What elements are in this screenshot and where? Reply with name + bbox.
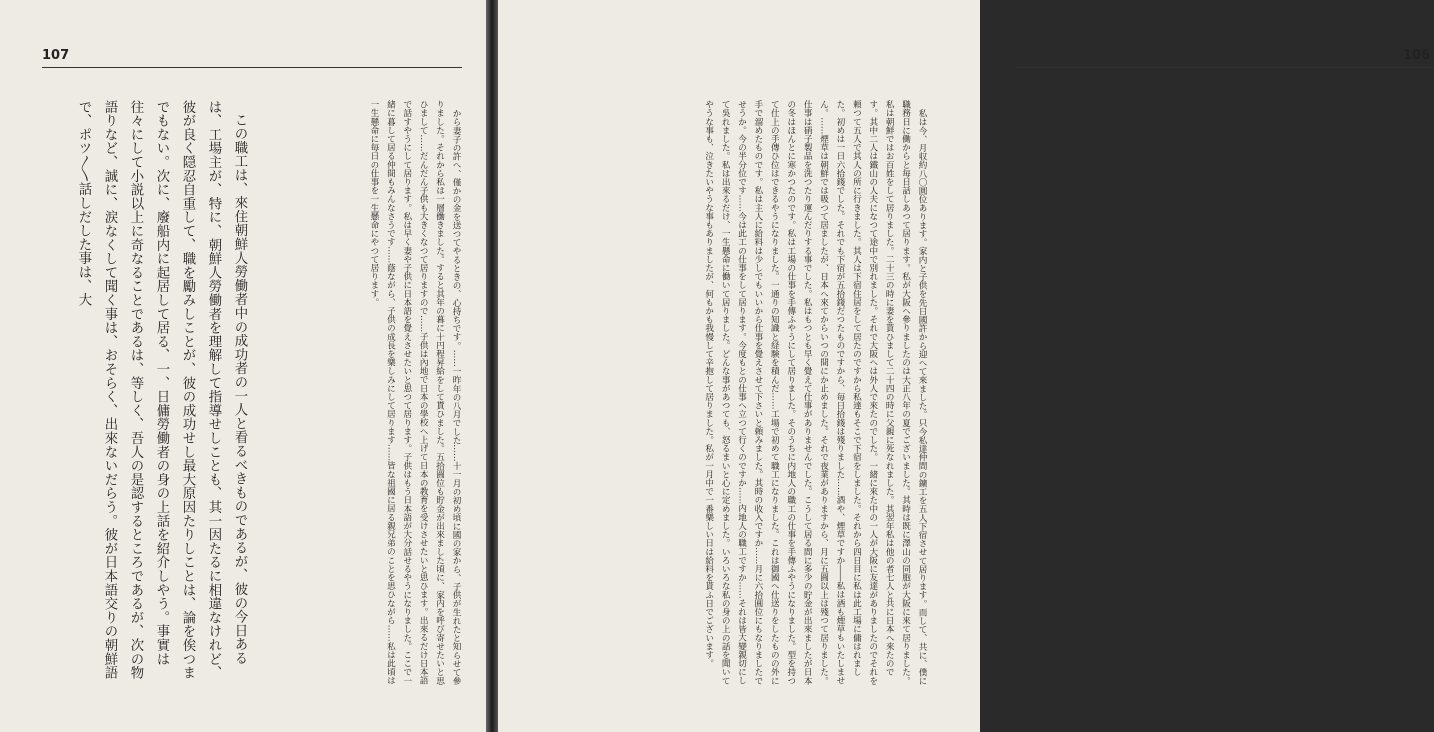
- left-page-commentary: [42, 100, 252, 690]
- left-page-commentary-paragraph: この職工は、來住朝鮮人勞働者中の成功者の一人と看るべきものであるが、彼の今日あるは、工場主が、特に、朝鮮人勞働者を理解して指導せしことも、其一因たるに相違なけれど、彼が良く隠忍自重して、職を勵みしことが、彼の成功せし最大原因たりしことは、論を俟つまでもない。次に、廢船内に起居して居る、一、日傭勞働者の身の上話を紹介しやう。事實は往々にして小説以上に奇なることであるは、等しく、吾人の是認するところであるが、次の物語りなど、誠に、涙なくして聞く事は、おそらく、出來ないだらう。彼が日本語交りの朝鮮語で、ポツ〳〵話しだした事は、大: [76, 100, 247, 680]
- right-page-paragraph: 私は今、月収約八〇圓位あります。家内と子供を先日國許から迎へて來ました。只今私達仲間の鑛工を五人下宿させて居ります。而して、共に、僕に職務日に働からと毎日話しあつて居ります。私が大阪へ參りましたのは大正八年の夏でございました。其時は既に澤山の同胞が大阪に來て居りました。私は朝鮮ではお百姓をして居りました。二十三の時に妻を貰ひまして二十四の時に父親に死なれました。其翌年私は他の者七人と共に日本へ來たのです。其中二人は鐵山の人夫になつて途中で別れました。それで大阪へは外人で來たのでした。一緒に來た中の一人が大阪に友達がありましたのでそれを頼つて五人で其人の所に行きました。其人は下宿住居をして居たのですから私達もそこで下宿をしました。それから四日目に私は此工場に傭はれました。初めは一日六拾錢でした。それでも下宿が五拾錢だつたものですから、毎日拾錢は殘りました……酒や、煙草ですか――私は酒も煙草もいたしません。……煙草は朝鮮では吸つて居ましたが、日本へ來てからいつの間にか止めました。それで夜業がありますから、月に五圓以上は殘つて居りました。仕事は硝子製品を洗つたり運んだりする事でした。私はもつとも早く覺えて仕事がありませんでした。こうして居る間に多少の貯金が出來ましたが日本の冬はほんとに寒かつたのです。私は工場の仕事を手傳ふやうにして居りました。そのうちに内地人の職工の仕事を手傳ふやうになりました。型を持つて仕上の手傳ひ位はできるやうになりました。一通りの知識と経験を積んだ……工場で初めて職工になりました。これは御國へ仕送りをしたものの外に手で溜めたものです。私は主人に給料は少しでもいいから仕事を覺えさせて下さいと頼みました。其時の收入ですか……月に六拾圓位にもなりましたでせうか。今の半分位です……今は此工の仕事をして居ります。今度もとの仕事へ立つて行くのですか……内地人の職工ですか……それは皆大變親切にして吳れました。私は出來るだけ、一生懸命に働いて居りました。どんな事があつても、怒るまいと心に定めました。いろいろな私の身の上の話を聞いてやうな事も、泣きたいやうな事もありましたが、何もかも我慢して辛抱して居りました。私が一月中で一番樂しい日は給料を貰ふ日でございます。: [703, 100, 927, 685]
- left-page-quoted-body: [258, 100, 464, 690]
- header-rule-right: [1016, 67, 1434, 68]
- page-number-left: 107: [42, 48, 70, 63]
- header-rule-left: [42, 67, 462, 68]
- page-number-right: 106: [1403, 48, 1431, 63]
- left-page-quoted-paragraph: から妻子の許へ、僅かの金を送つてやるときの、心持ちです。……一昨年の八月でした……十一月の初め頃に國の家から、子供が生れたと知らせて參りました。それから私は一層働きました。すると其年の暮に十円程昇給をして貰ひました。五拾圓位も貯金が出來ました頃に、家内を呼び寄せたいと思ひまして……だんだん子供も大きくなつて居りますので……子供は內地で日本の學校へ上げて日本の教育を受けさせたいと思ひます。出來るだけ日本語で話すやうにして居ります。私は早く妻や子供に日本語を覺えさせたいと思つて居ります。子供はもう日本語が大分話せるやうになりました。ここで一緒に暮して居る仲間もみんなさうです……蔭ながら、子供の成長を樂しみにして居ります……皆な祖國に居る親兄弟のことを思ひながら……私は此頃は一生懸命に毎日の仕事を一生懸命にやつて居ります。: [368, 100, 461, 685]
- book-gutter: [486, 0, 498, 732]
- right-page-body: [520, 100, 930, 690]
